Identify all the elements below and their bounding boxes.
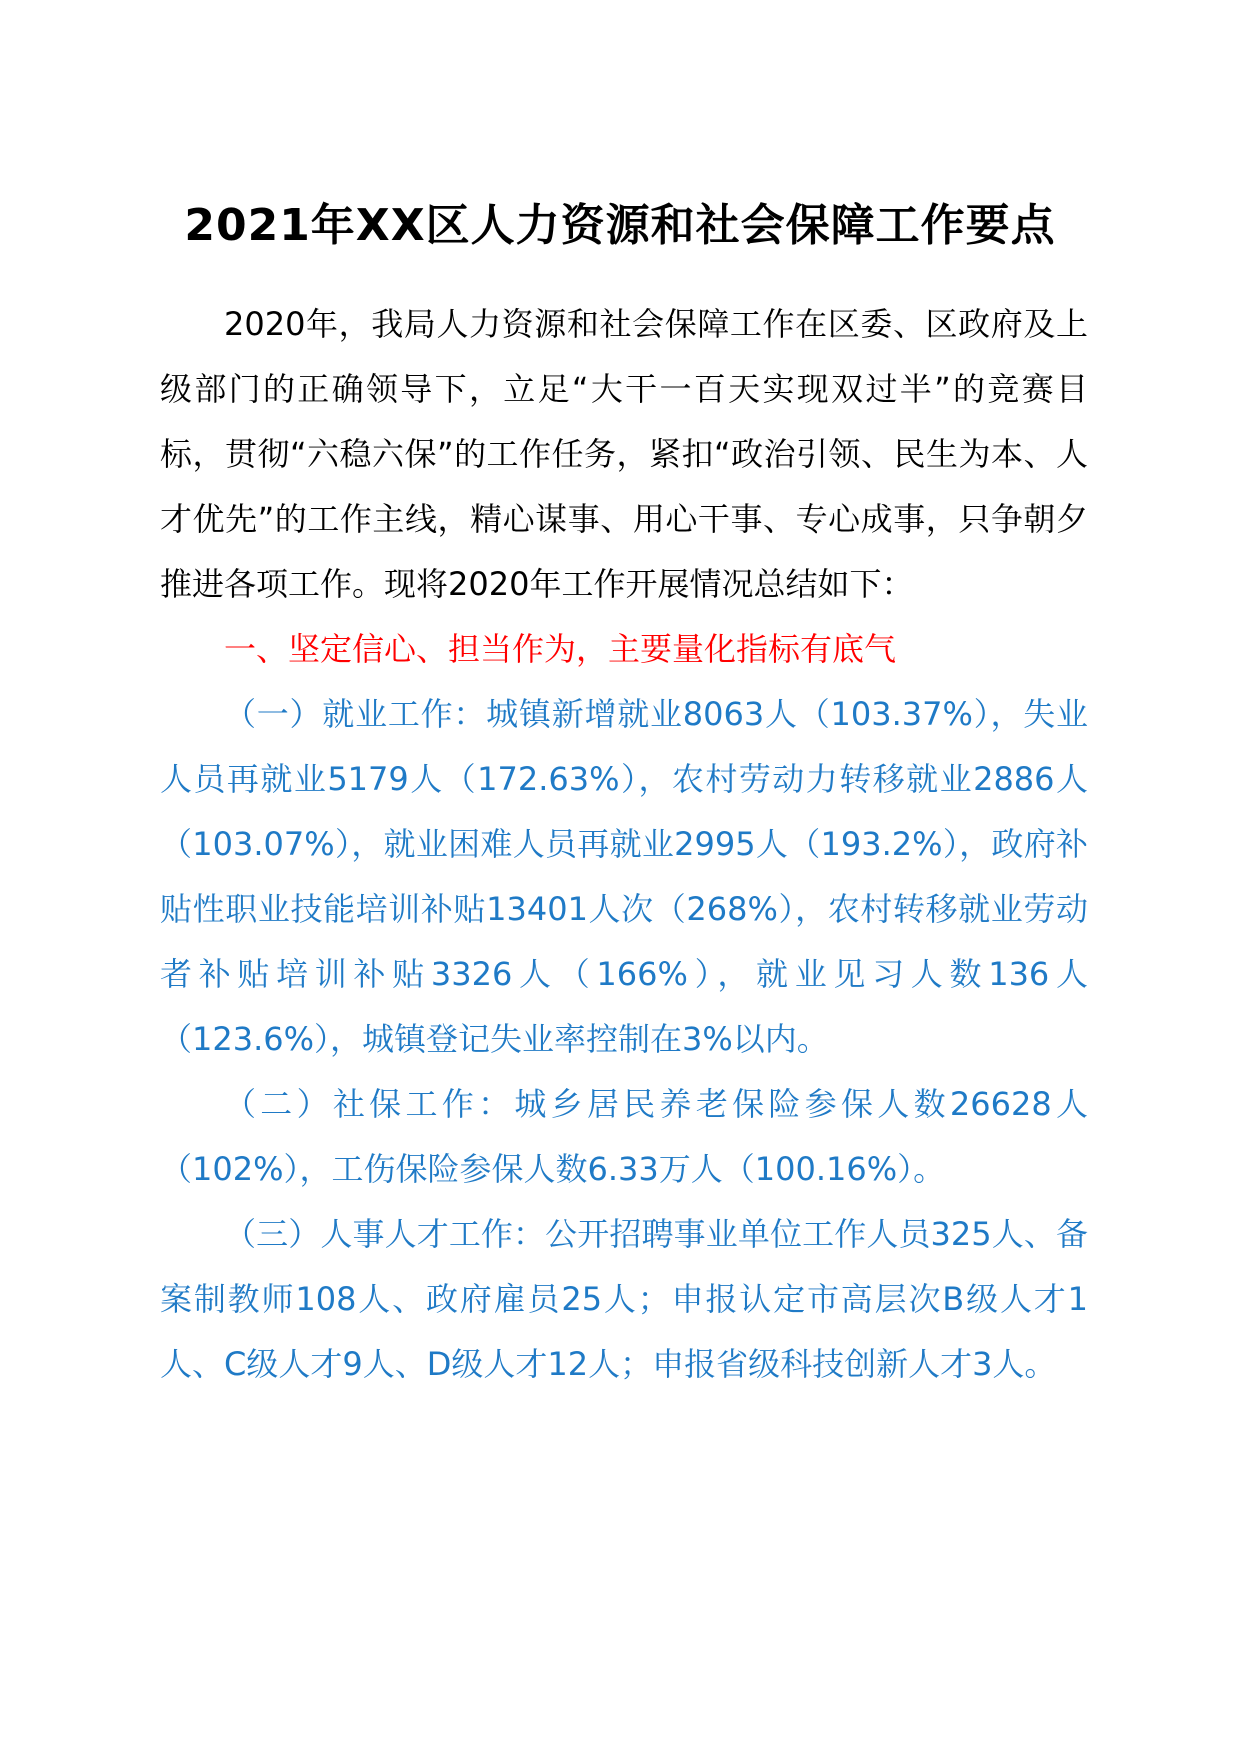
document-body (160, 292, 1088, 1397)
intro-paragraph: 2020年，我局人力资源和社会保障工作在区委、区政府及上级部门的正确领导下，立足“大干一百天实现双过半”的竞赛目标，贯彻“六稳六保”的工作任务，紧扣“政治引领、民生为本、人才优先”的工作主线，精心谋事、用心干事、专心成事，只争朝夕推进各项工作。现将2020年工作开展情况总结如下： (160, 305, 1088, 603)
section-heading: 一、坚定信心、担当作为，主要量化指标有底气 (224, 630, 897, 668)
document-title: 2021年XX区人力资源和社会保障工作要点 (184, 200, 1056, 251)
personnel-paragraph: （三）人事人才工作：公开招聘事业单位工作人员325人、备案制教师108人、政府雇员25人；申报认定市高层次B级人才1人、C级人才9人、D级人才12人；申报省级科技创新人才3人。 (160, 1215, 1088, 1383)
social-security-paragraph: （二）社保工作：城乡居民养老保险参保人数26628人（102%），工伤保险参保人数6.33万人（100.16%）。 (160, 1085, 1088, 1188)
employment-paragraph: （一）就业工作：城镇新增就业8063人（103.37%），失业人员再就业5179人（172.63%），农村劳动力转移就业2886人（103.07%），就业困难人员再就业2995人（193.2%），政府补贴性职业技能培训补贴13401人次（268%），农村转移就业劳动者补贴培训补贴3326人（166%），就业见习人数136人（123.6%），城镇登记失业率控制在3%以内。 (160, 695, 1088, 1058)
